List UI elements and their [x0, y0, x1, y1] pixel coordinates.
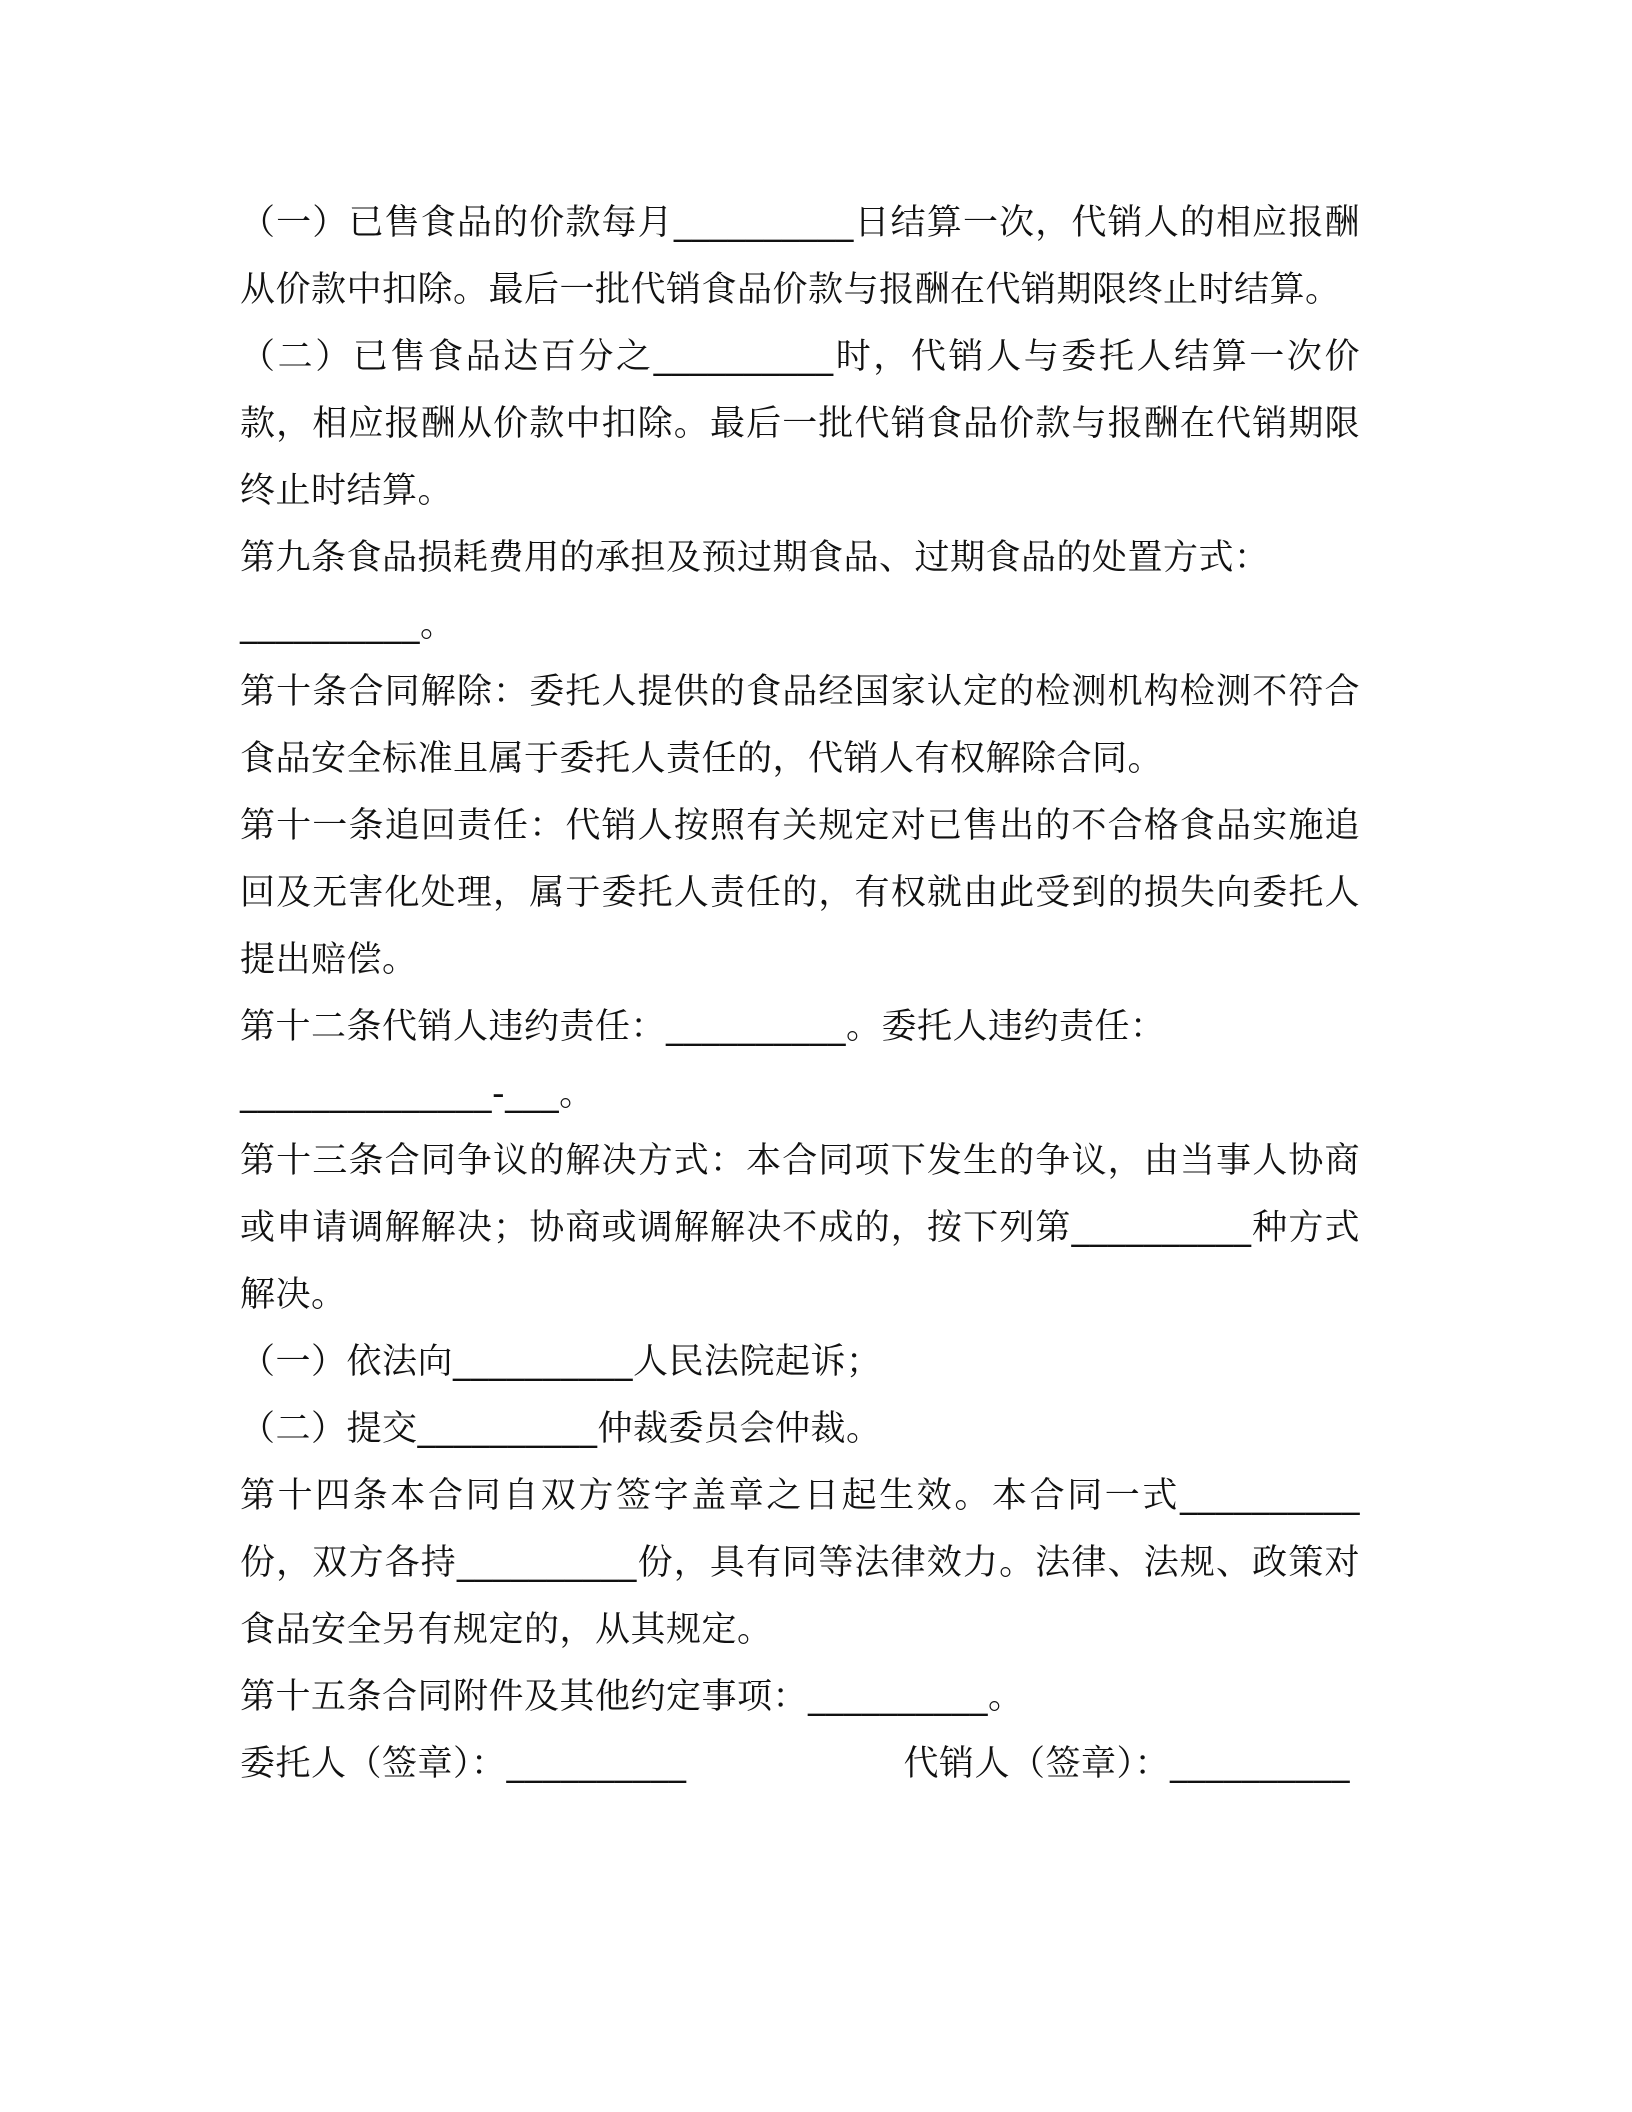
clause-10: 第十条合同解除：委托人提供的食品经国家认定的检测机构检测不符合食品安全标准且属于委托人责任的，代销人有权解除合同。 [240, 672, 1360, 779]
clause-9-heading: 第九条食品损耗费用的承担及预过期食品、过期食品的处置方式： [240, 538, 1270, 578]
document-page [240, 190, 1360, 1798]
clause-13-option-1: （一）依法向__________人民法院起诉； [240, 1342, 882, 1382]
agent-signature: 代销人（签章）：__________ [903, 1744, 1350, 1784]
clause-9-blank: __________。 [240, 605, 456, 645]
clause-15: 第十五条合同附件及其他约定事项：__________。 [240, 1677, 1024, 1717]
principal-signature: 委托人（签章）：__________ [240, 1744, 687, 1784]
clause-12-blank: ______________-___。 [240, 1074, 595, 1114]
clause-13-option-2: （二）提交__________仲裁委员会仲裁。 [240, 1409, 882, 1449]
clause-14: 第十四条本合同自双方签字盖章之日起生效。本合同一式__________份，双方各持__________份，具有同等法律效力。法律、法规、政策对食品安全另有规定的，从其规定。 [240, 1476, 1360, 1650]
signature-row [240, 1731, 1350, 1798]
clause-13: 第十三条合同争议的解决方式：本合同项下发生的争议，由当事人协商或申请调解解决；协商或调解解决不成的，按下列第__________种方式解决。 [240, 1141, 1360, 1315]
clause-11: 第十一条追回责任：代销人按照有关规定对已售出的不合格食品实施追回及无害化处理，属于委托人责任的，有权就由此受到的损失向委托人提出赔偿。 [240, 806, 1360, 980]
clause-8-item-2: （二）已售食品达百分之__________时，代销人与委托人结算一次价款，相应报酬从价款中扣除。最后一批代销食品价款与报酬在代销期限终止时结算。 [240, 337, 1360, 511]
clause-12: 第十二条代销人违约责任：__________。委托人违约责任： [240, 1007, 1166, 1047]
clause-8-item-1: （一）已售食品的价款每月__________日结算一次，代销人的相应报酬从价款中扣除。最后一批代销食品价款与报酬在代销期限终止时结算。 [240, 203, 1360, 310]
